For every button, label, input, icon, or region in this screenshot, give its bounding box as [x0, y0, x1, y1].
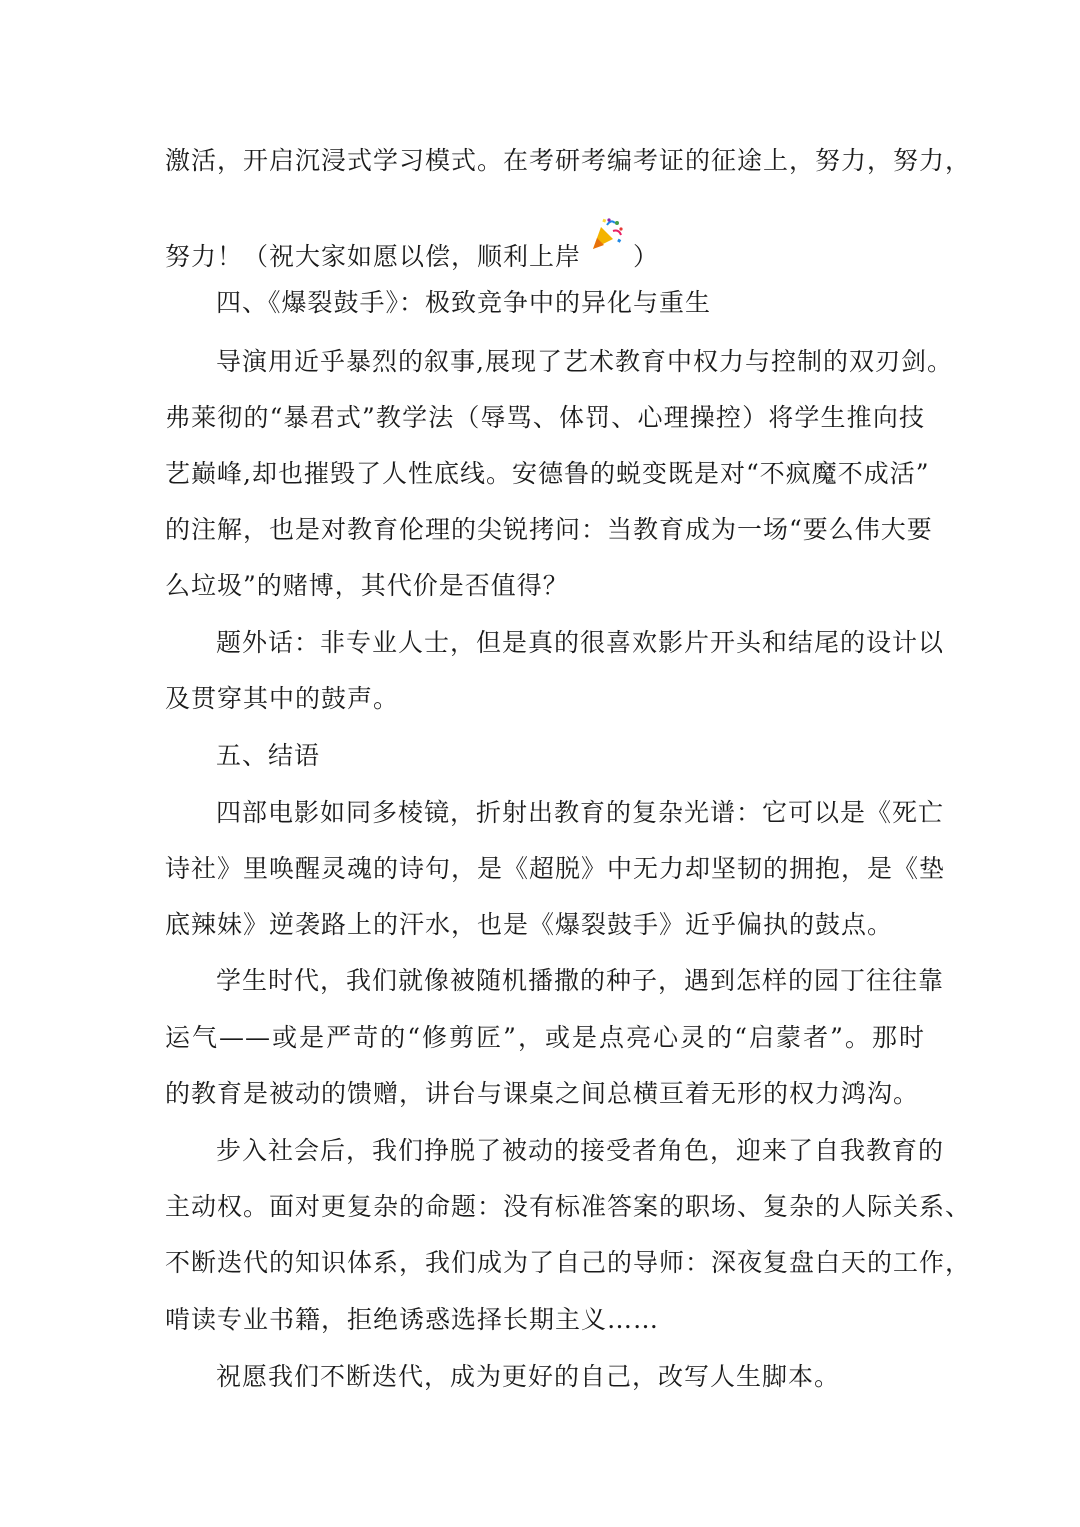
text-line: 的注解，也是对教育伦理的尖锐拷问：当教育成为一场“要么伟大要	[165, 515, 933, 544]
text-line: 导演用近乎暴烈的叙事,展现了艺术教育中权力与控制的双刃剑。	[216, 347, 953, 376]
text-line: 诗社》里唤醒灵魂的诗句，是《超脱》中无力却坚韧的拥抱，是《垫	[165, 854, 946, 883]
text-line: 弗莱彻的“暴君式”教学法（辱骂、体罚、心理操控）将学生推向技	[165, 403, 925, 432]
text-line: 步入社会后，我们挣脱了被动的接受者角色，迎来了自我教育的	[216, 1136, 945, 1165]
text-line	[165, 229, 925, 271]
text-fragment: ）	[633, 242, 660, 271]
text-line: 运气——或是严苛的“修剪匠”，或是点亮心灵的“启蒙者”。那时	[165, 1023, 925, 1052]
text-line: 四部电影如同多棱镜，折射出教育的复杂光谱：它可以是《死亡	[216, 798, 945, 827]
section-heading: 五、结语	[216, 741, 321, 770]
text-line: 激活，开启沉浸式学习模式。在考研考编考证的征途上，努力，努力，	[165, 146, 972, 175]
text-line: 底辣妹》逆袭路上的汗水，也是《爆裂鼓手》近乎偏执的鼓点。	[165, 910, 894, 939]
text-fragment: 努力！（祝大家如愿以偿，顺利上岸	[165, 242, 582, 271]
section-heading: 四、《爆裂鼓手》：极致竞争中的异化与重生	[216, 288, 712, 317]
text-line: 学生时代，我们就像被随机播撒的种子，遇到怎样的园丁往往靠	[216, 966, 945, 995]
text-line: 祝愿我们不断迭代，成为更好的自己，改写人生脚本。	[216, 1362, 841, 1391]
party-popper-icon	[587, 215, 627, 255]
text-line: 题外话：非专业人士，但是真的很喜欢影片开头和结尾的设计以	[216, 628, 945, 657]
text-line: 艺巅峰,却也摧毁了人性底线。安德鲁的蜕变既是对“不疯魔不成活”	[165, 459, 930, 488]
text-line: 么垃圾”的赌博，其代价是否值得？	[165, 571, 569, 600]
text-line: 不断迭代的知识体系，我们成为了自己的导师：深夜复盘白天的工作，	[165, 1248, 972, 1277]
text-line: 主动权。面对更复杂的命题：没有标准答案的职场、复杂的人际关系、	[165, 1192, 972, 1221]
text-line: 的教育是被动的馈赠，讲台与课桌之间总横亘着无形的权力鸿沟。	[165, 1079, 920, 1108]
text-line: 及贯穿其中的鼓声。	[165, 684, 400, 713]
text-line: 啃读专业书籍，拒绝诱惑选择长期主义……	[165, 1305, 660, 1334]
